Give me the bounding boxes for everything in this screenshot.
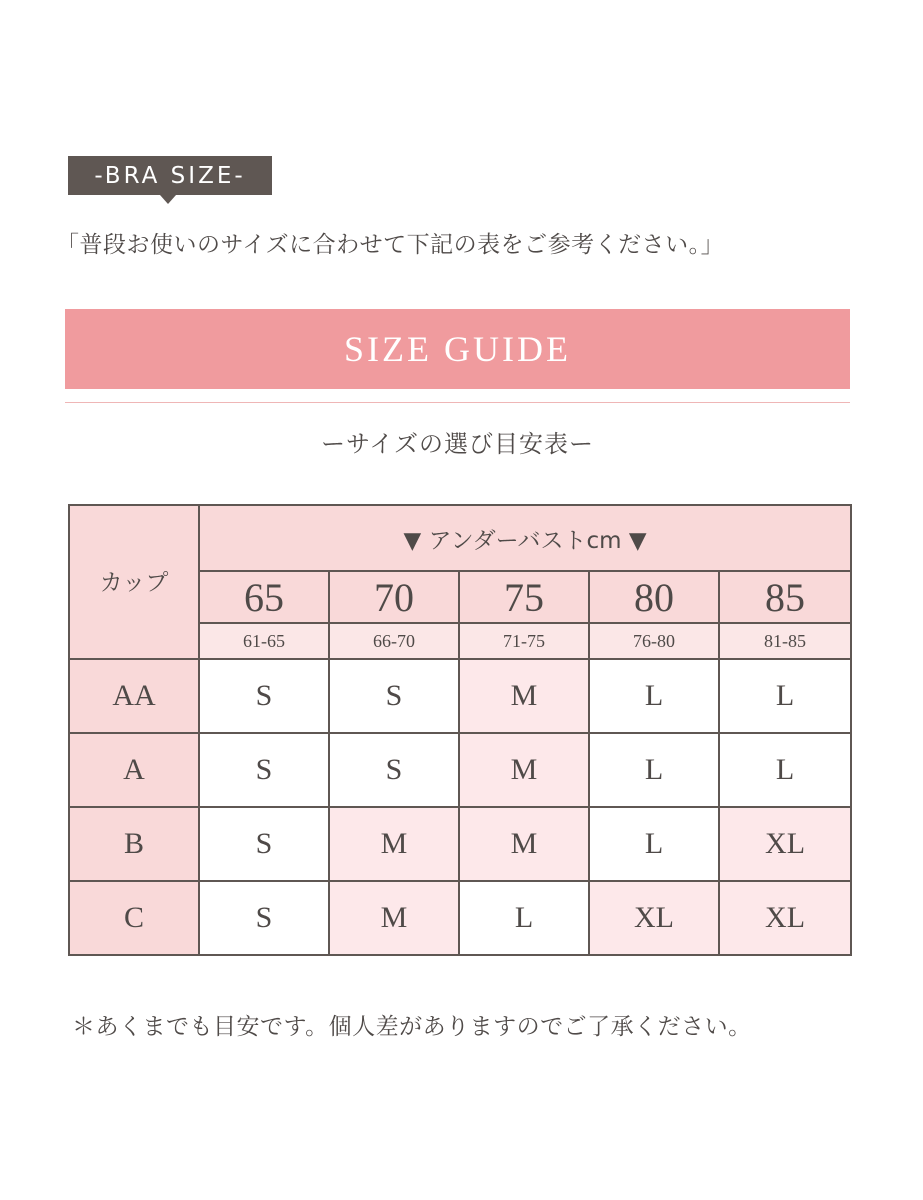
band-range: 71-75	[459, 623, 589, 659]
table-row	[69, 807, 851, 881]
cup-header: カップ	[69, 505, 199, 659]
table-row	[69, 733, 851, 807]
cup-label: A	[69, 733, 199, 807]
size-cell: S	[199, 659, 329, 733]
divider	[65, 402, 850, 403]
size-cell: L	[589, 659, 719, 733]
band-range: 66-70	[329, 623, 459, 659]
table-subtitle: ーサイズの選び目安表ー	[320, 430, 595, 458]
bra-size-tag	[68, 156, 272, 195]
band-range: 76-80	[589, 623, 719, 659]
size-table	[68, 504, 852, 956]
size-cell: M	[459, 807, 589, 881]
size-guide-banner	[65, 309, 850, 389]
band-size: 70	[329, 571, 459, 623]
size-cell: M	[459, 659, 589, 733]
size-cell: S	[329, 733, 459, 807]
band-range: 81-85	[719, 623, 851, 659]
table-row	[69, 659, 851, 733]
size-guide-title: SIZE GUIDE	[344, 329, 571, 369]
table-row	[69, 881, 851, 955]
size-cell: L	[719, 659, 851, 733]
cup-label: AA	[69, 659, 199, 733]
bra-size-tag-label: -BRA SIZE-	[94, 162, 246, 189]
band-size: 80	[589, 571, 719, 623]
size-cell: S	[199, 807, 329, 881]
size-cell: S	[199, 733, 329, 807]
band-size: 85	[719, 571, 851, 623]
underbust-header: ▼ アンダーバストcm ▼	[199, 505, 851, 571]
size-cell: XL	[719, 807, 851, 881]
intro-text: 「普段お使いのサイズに合わせて下記の表をご参考ください。」	[56, 232, 725, 258]
cup-label: C	[69, 881, 199, 955]
size-cell: L	[459, 881, 589, 955]
band-size: 65	[199, 571, 329, 623]
band-size: 75	[459, 571, 589, 623]
size-cell: M	[459, 733, 589, 807]
band-range: 61-65	[199, 623, 329, 659]
size-cell: L	[589, 807, 719, 881]
tag-pointer	[160, 195, 176, 204]
size-cell: L	[589, 733, 719, 807]
size-cell: XL	[719, 881, 851, 955]
size-cell: M	[329, 881, 459, 955]
cup-label: B	[69, 807, 199, 881]
disclaimer-note: ＊あくまでも目安です。個人差がありますのでご了承ください。	[72, 1014, 752, 1040]
size-cell: S	[329, 659, 459, 733]
size-cell: M	[329, 807, 459, 881]
size-cell: XL	[589, 881, 719, 955]
size-cell: L	[719, 733, 851, 807]
size-cell: S	[199, 881, 329, 955]
